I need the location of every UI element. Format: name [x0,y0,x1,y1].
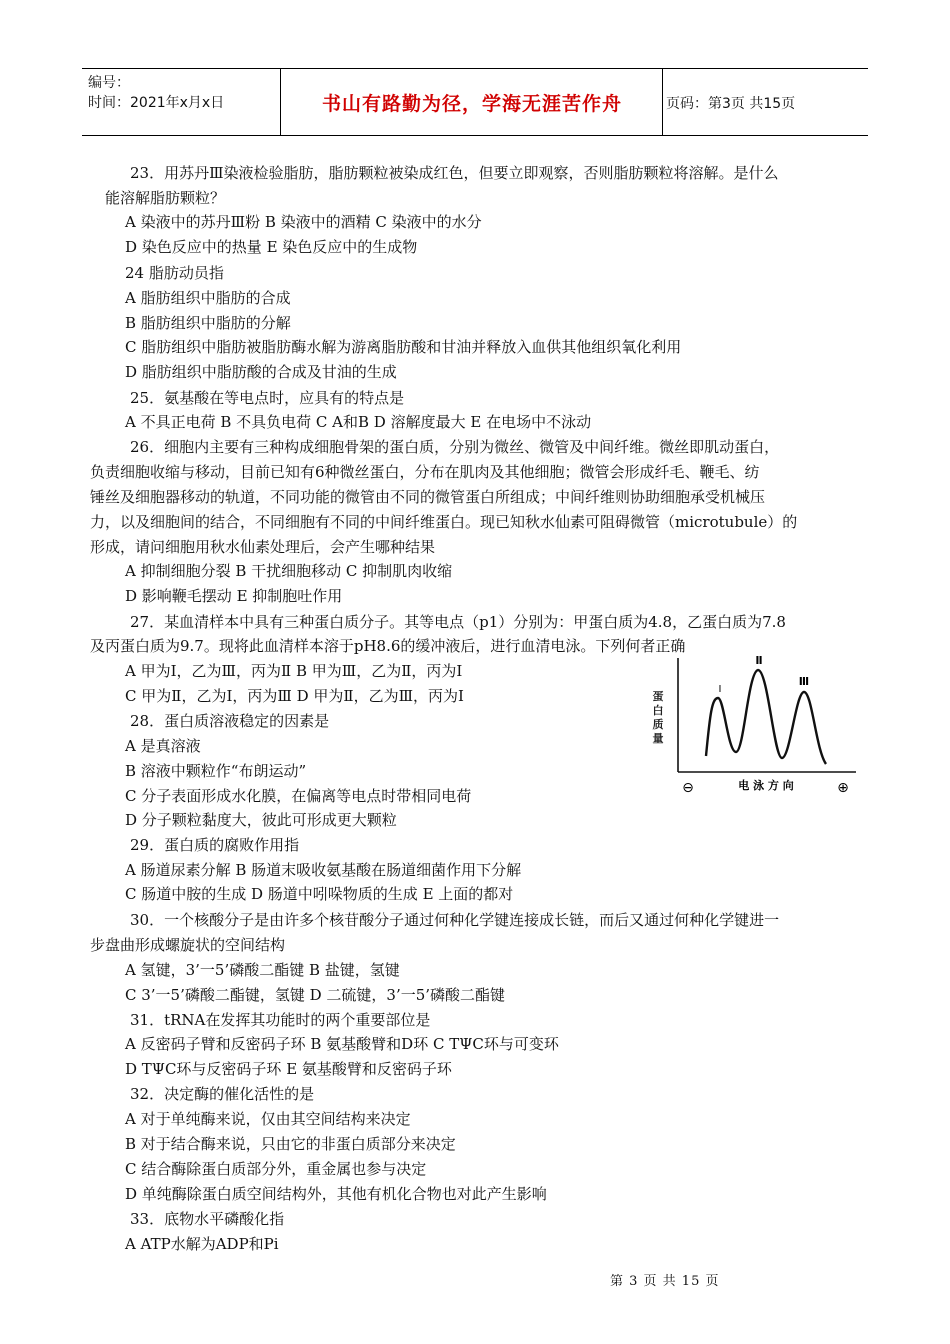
text-line: D 单纯酶除蛋白质空间结构外，其他有机化合物也对此产生影响 [125,1185,547,1203]
text-line: A 甲为Ⅰ，乙为Ⅲ，丙为Ⅱ B 甲为Ⅲ，乙为Ⅱ，丙为Ⅰ [125,662,463,680]
header-divider [280,69,281,135]
text-line: A 氢键，3’一5’磷酸二酯键 B 盐键，氢键 [125,961,400,979]
text-line: C 3’一5’磷酸二酯键，氢键 D 二硫键，3’一5’磷酸二酯键 [125,986,506,1004]
text-line: A 不具正电荷 B 不具负电荷 C A和B D 溶解度最大 E 在电场中不泳动 [125,413,592,431]
text-line: A 染液中的苏丹Ⅲ粉 B 染液中的酒精 C 染液中的水分 [125,213,482,231]
plus-electrode: ⊕ [837,780,849,796]
text-line: 24 脂肪动员指 [125,264,224,282]
text-line: C 脂肪组织中脂肪被脂肪酶水解为游离脂肪酸和甘油并释放入血供其他组织氧化利用 [125,338,682,356]
text-line: 步盘曲形成螺旋状的空间结构 [90,936,286,954]
text-line: A 对于单纯酶来说，仅由其空间结构来决定 [125,1110,411,1128]
text-line: 27．某血清样本中具有三种蛋白质分子。其等电点（p1）分别为：甲蛋白质为4.8，乙蛋白质为7.8 [130,613,786,631]
motto-text: 书山有路勤为径，学海无涯苦作舟 [321,93,622,115]
page-info: 页码：第3页 共15页 [666,96,796,112]
text-line: B 脂肪组织中脂肪的分解 [125,314,291,332]
text-line: 形成，请问细胞用秋水仙素处理后，会产生哪种结果 [90,538,436,556]
y-label-char: 白 [652,704,664,717]
y-axis-label [653,689,664,745]
minus-electrode: ⊖ [682,780,694,796]
text-line: B 溶液中颗粒作“布朗运动” [125,762,307,780]
y-label-char: 质 [652,718,664,731]
text-line: A 肠道尿素分解 B 肠道末吸收氨基酸在肠道细菌作用下分解 [125,861,522,879]
text-line: B 对于结合酶来说，只由它的非蛋白质部分来决定 [125,1135,456,1153]
text-line: A 反密码子臂和反密码子环 B 氨基酸臂和D环 C TΨC环与可变环 [125,1035,559,1053]
text-line: 锤丝及细胞器移动的轨道，不同功能的微管由不同的微管蛋白所组成；中间纤维则协助细胞承受机械压 [90,488,766,506]
peak-label-3: Ⅲ [798,675,810,688]
text-line: A 是真溶液 [125,737,201,755]
peak-label-1: Ⅰ [718,684,722,695]
text-line: C 分子表面形成水化膜，在偏离等电点时带相同电荷 [125,787,472,805]
text-line: C 肠道中胺的生成 D 肠道中吲哚物质的生成 E 上面的都对 [125,885,514,903]
number-label: 编号： [88,75,130,91]
y-label-char: 量 [652,732,664,745]
text-line: D 脂肪组织中脂肪酸的合成及甘油的生成 [125,363,397,381]
text-line: A 脂肪组织中脂肪的合成 [125,289,291,307]
peak-label-2: Ⅱ [755,654,763,667]
text-line: A 抑制细胞分裂 B 干扰细胞移动 C 抑制肌肉收缩 [125,562,453,580]
header-divider [662,69,663,135]
text-line: 及丙蛋白质为9.7。现将此血清样本溶于pH8.6的缓冲液后，进行血清电泳。下列何者正确 [90,637,686,655]
text-line: D 染色反应中的热量 E 染色反应中的生成物 [125,238,418,256]
text-line: D 分子颗粒黏度大，彼此可形成更大颗粒 [125,811,397,829]
text-line: 力，以及细胞间的结合，不同细胞有不同的中间纤维蛋白。现已知秋水仙素可阻碍微管（microtubule）的 [90,513,798,531]
text-line: 30．一个核酸分子是由许多个核苷酸分子通过何种化学键连接成长链，而后又通过何种化学键进一 [130,911,780,929]
text-line: 25．氨基酸在等电点时，应具有的特点是 [130,389,405,407]
text-line: 26．细胞内主要有三种构成细胞骨架的蛋白质，分别为微丝、微管及中间纤维。微丝即肌动蛋白， [130,438,780,456]
electrophoresis-figure [648,654,860,804]
text-line: 31．tRNA在发挥其功能时的两个重要部位是 [130,1011,431,1029]
text-line: 28．蛋白质溶液稳定的因素是 [130,712,330,730]
page-header [82,68,868,136]
text-line: 29．蛋白质的腐败作用指 [130,836,300,854]
text-line: 33．底物水平磷酸化指 [130,1210,285,1228]
text-line: D TΨC环与反密码子环 E 氨基酸臂和反密码子环 [125,1060,452,1078]
x-axis-label: 电 泳 方 向 [738,779,794,792]
text-line: A ATP水解为ADP和Pi [125,1235,279,1253]
text-line: C 甲为Ⅱ，乙为Ⅰ，丙为Ⅲ D 甲为Ⅱ，乙为Ⅲ，丙为Ⅰ [125,687,464,705]
header-left-cell [88,73,224,113]
y-label-char: 蛋 [652,690,664,703]
page-footer: 第 3 页 共 15 页 [610,1274,720,1289]
text-line: 23．用苏丹Ⅲ染液检验脂肪，脂肪颗粒被染成红色，但要立即观察，否则脂肪颗粒将溶解。是什么 [130,164,779,182]
text-line: D 影响鞭毛摆动 E 抑制胞吐作用 [125,587,343,605]
date-label: 时间：2021年x月x日 [88,95,225,111]
text-line: C 结合酶除蛋白质部分外，重金属也参与决定 [125,1160,427,1178]
text-line: 负责细胞收缩与移动，目前已知有6种微丝蛋白，分布在肌肉及其他细胞；微管会形成纤毛、鞭毛、纺 [90,463,760,481]
text-line: 能溶解脂肪颗粒？ [105,189,226,207]
text-line: 32．决定酶的催化活性的是 [130,1085,315,1103]
